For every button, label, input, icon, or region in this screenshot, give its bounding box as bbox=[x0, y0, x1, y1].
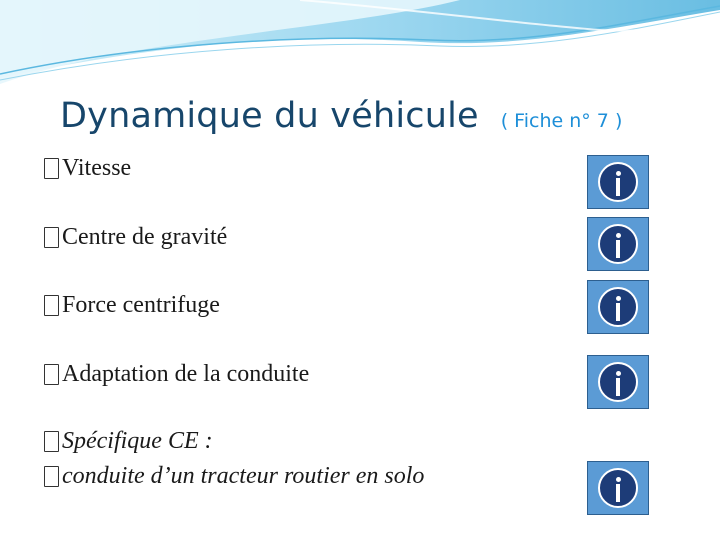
info-button-conduite-tracteur-solo[interactable] bbox=[587, 461, 649, 515]
bullet-icon bbox=[44, 295, 59, 316]
info-icon bbox=[598, 362, 638, 402]
bullet-item-specifique-ce bbox=[44, 428, 213, 455]
bullet-item-centre-de-gravite bbox=[44, 224, 227, 251]
bullet-item-adaptation-conduite bbox=[44, 361, 309, 388]
info-icon bbox=[598, 287, 638, 327]
bullet-item-force-centrifuge bbox=[44, 292, 220, 319]
info-icon bbox=[598, 468, 638, 508]
bullet-label: Centre de gravité bbox=[62, 224, 228, 250]
bullet-icon bbox=[44, 466, 59, 487]
bullet-label: conduite d’un tracteur routier en solo bbox=[62, 463, 425, 489]
bullet-item-vitesse bbox=[44, 155, 131, 182]
bullet-item-conduite-tracteur-solo bbox=[44, 463, 424, 490]
bullet-label: Vitesse bbox=[62, 155, 132, 181]
info-icon bbox=[598, 162, 638, 202]
bullet-label: Spécifique CE : bbox=[62, 428, 213, 454]
slide-title: Dynamique du véhicule bbox=[60, 96, 479, 136]
info-button-vitesse[interactable] bbox=[587, 155, 649, 209]
bullet-label: Adaptation de la conduite bbox=[62, 361, 310, 387]
info-icon bbox=[598, 224, 638, 264]
bullet-icon bbox=[44, 431, 59, 452]
info-button-adaptation-conduite[interactable] bbox=[587, 355, 649, 409]
bullet-icon bbox=[44, 227, 59, 248]
info-button-centre-de-gravite[interactable] bbox=[587, 217, 649, 271]
slide-title-row bbox=[60, 96, 622, 136]
bullet-icon bbox=[44, 158, 59, 179]
slide-subtitle: ( Fiche n° 7 ) bbox=[500, 110, 623, 132]
info-button-force-centrifuge[interactable] bbox=[587, 280, 649, 334]
header-wave-decoration bbox=[0, 0, 720, 90]
bullet-icon bbox=[44, 364, 59, 385]
bullet-label: Force centrifuge bbox=[62, 292, 220, 318]
